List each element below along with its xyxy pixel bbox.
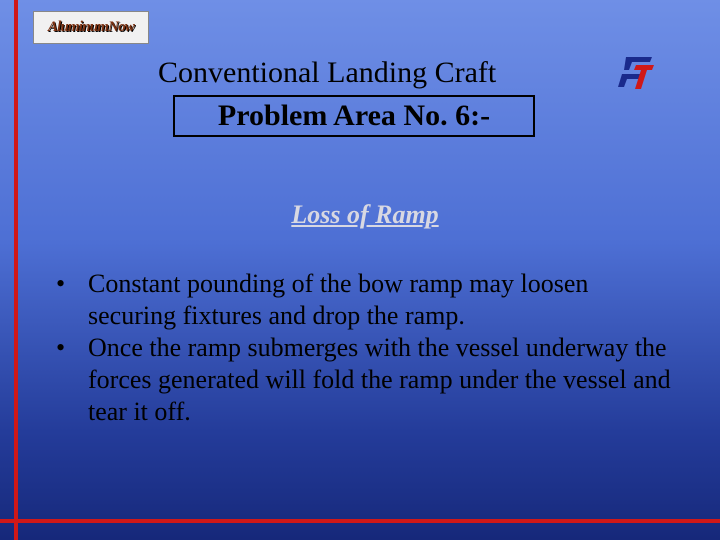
list-item	[56, 268, 676, 332]
aluminumnow-logo	[33, 11, 149, 44]
logo-text: AluminumNow	[47, 19, 135, 35]
bullet-text: Once the ramp submerges with the vessel underway the forces generated will fold the ramp under the vessel and tear it off.	[88, 333, 671, 426]
slide-title: Conventional Landing Craft	[158, 56, 497, 89]
company-emblem-icon	[612, 53, 660, 93]
red-vertical-rule	[14, 0, 18, 540]
bullet-marker: •	[56, 269, 66, 298]
list-item	[56, 332, 676, 428]
bullet-text: Constant pounding of the bow ramp may loosen securing fixtures and drop the ramp.	[88, 269, 589, 330]
problem-area-title: Problem Area No. 6:-	[217, 99, 491, 132]
bullet-marker: •	[56, 333, 66, 362]
red-horizontal-rule	[0, 519, 720, 523]
problem-area-box	[173, 95, 535, 137]
section-heading: Loss of Ramp	[291, 200, 439, 229]
bullet-list	[56, 268, 676, 428]
